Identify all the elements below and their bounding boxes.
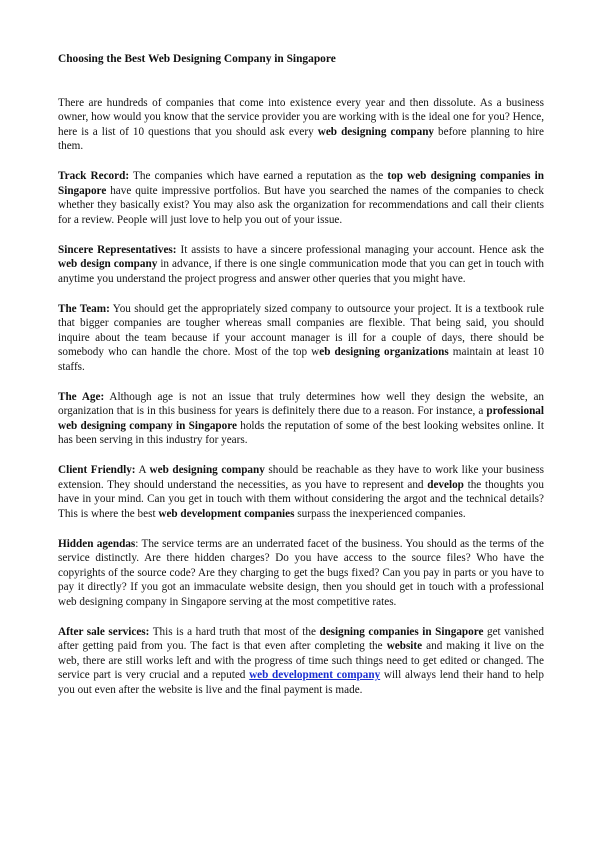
after-sale-keyword: designing companies in Singapore [319,625,484,638]
team-heading: The Team: [58,302,110,315]
track-record-heading: Track Record: [58,170,130,182]
web-development-company-link[interactable]: web development company [249,669,381,681]
sincere-heading: Sincere Representatives: [58,243,177,256]
document-page [58,52,544,713]
age-keyword: professional web designing company in Singapore [58,405,544,432]
client-paragraph: Client Friendly: A web designing company should be reachable as they have to work like your business extension. They should understand the necessities, as you have to represent and develop the thoughts you have in your mind. Can you get in touch with them without considering the argot and the technical details? This is where the best web development companies surpass the inexperienced companies. [58,464,544,520]
team-keyword: eb designing organizations [319,346,449,358]
sincere-paragraph: Sincere Representatives: It assists to have a sincere professional managing your account. Hence ask the web design company in advance, if there is one single communication mode that you can get in touch with anytime you understand the project progress and answer other queries that you might have. [58,243,544,285]
intro-paragraph: There are hundreds of companies that come into existence every year and then dissolute. As a business owner, how would you know that the service provider you are working with is the ideal one for you? Hence, here is a list of 10 questions that you should ask every web designing company before planning to hire them. [58,96,544,152]
age-paragraph: The Age: Although age is not an issue that truly determines how well they design the website, an organization that is in this business for years is definitely there due to a reason. For instance, a professional web designing company in Singapore holds the reputation of some of the best looking websites online. It has been serving in this industry for years. [58,390,544,446]
client-keyword: web designing company [149,464,265,476]
track-record-paragraph: Track Record: The companies which have earned a reputation as the top web designing companies in Singapore have quite impressive portfolios. But have you searched the names of the companies to check whether they basically exist? You may also ask the organization for recommendations and call their clients for a review. People will just love to help you out of your issue. [58,170,544,226]
after-sale-heading: After sale services: [58,625,150,638]
team-paragraph: The Team: You should get the appropriately sized company to outsource your project. It is a textbook rule that bigger companies are tougher whereas small companies are flexible. That being said, you should inquire about the team because if your account manager is ill for a couple of days, there should be somebody who can handle the chore. Most of the top web designing organizations maintain at least 10 staffs. [58,302,544,373]
hidden-agendas-heading: Hidden agendas [58,537,136,550]
age-heading: The Age: [58,390,105,403]
intro-keyword: web designing company [317,125,435,138]
track-record-keyword: top web designing companies in Singapore [58,170,544,197]
client-keyword-develop: develop [427,478,464,491]
client-keyword-web-dev: web development companies [158,507,295,520]
client-heading: Client Friendly: [58,464,136,476]
sincere-keyword: web design company [58,258,158,270]
hidden-agendas-paragraph: Hidden agendas: The service terms are an underrated facet of the business. You should as the terms of the service distinctly. Are there hidden charges? Do you have access to the source files? Who have the copyrights of the source code? Are they charging to get the bugs fixed? Can you pay in parts or you have to pay it directly? If you got an immaculate website design, then you should get in touch with a professional web designing company in Singapore serving at the most competitive rates. [58,537,544,608]
after-sale-paragraph: After sale services: This is a hard truth that most of the designing companies in Singapore get vanished after getting paid from you. The fact is that even after completing the website and making it live on the web, there are still works left and with the progress of time such things need to get edited or changed. The service part is very crucial and a reputed web development company will always lend their hand to help you out even after the website is live and the final payment is made. [58,625,545,696]
after-sale-keyword-website: website [386,640,423,652]
document-title: Choosing the Best Web Designing Company in Singapore [58,53,336,65]
